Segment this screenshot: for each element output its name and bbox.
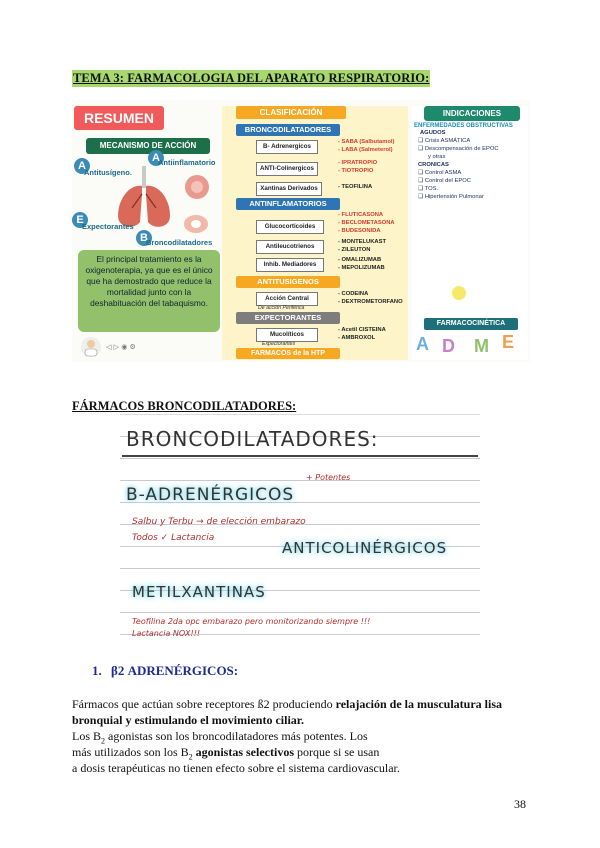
tos-text: TOS. (424, 186, 439, 192)
zileuton-text: - ZILEUTON (338, 247, 371, 253)
body-p3c: porque si se usan (294, 745, 380, 759)
body-p3a: más utilizados son los B (72, 745, 189, 759)
page-title: TEMA 3: FARMACOLOGIA DEL APARATO RESPIRATORIO: (73, 71, 430, 85)
otras-text: y otras (428, 154, 446, 160)
epoc-item: ❑ Control del EPOC (418, 178, 471, 184)
mech-expectorantes: Expectorantes (82, 222, 134, 231)
notebook-potentes: + Potentes (306, 473, 351, 482)
notebook-line1: Salbu y Terbu → de elección embarazo (132, 517, 306, 527)
b-bubble-icon: B (136, 230, 152, 246)
agudos-text: AGUDOS (420, 130, 446, 136)
summary-note: El principal tratamiento es la oxigenoterapia, ya que es el único que ha demostrado que reduce la mortalidad junto con la deshabituación del tabaquismo. (78, 250, 220, 332)
mucoliticos-box: Mucolíticos (256, 328, 318, 342)
clasificacion-header: CLASIFICACIÓN (236, 106, 346, 119)
descomp-item: ❑ Descompensación de EPOC (418, 146, 499, 152)
accion-central-box: Acción Central (256, 292, 318, 306)
body-p2b: agonistas son los broncodilatadores más potentes. Los (105, 729, 368, 743)
adme-m: M (474, 336, 489, 356)
notebook-anticolinergicos: ANTICOLINÉRGICOS (282, 539, 448, 557)
body-p2a: Los B (72, 729, 102, 743)
adme-e: E (502, 332, 515, 352)
hipertension-text: Hipertensión Pulmonar (424, 194, 484, 200)
mech-antitusigeno: Antitusígeno. (84, 168, 132, 177)
resumen-label: RESUMEN (74, 106, 164, 130)
expectorantes-header: EXPECTORANTES (236, 312, 340, 324)
numbered-heading-num: 1. (92, 663, 102, 678)
notebook-image (120, 414, 480, 643)
cursor-highlight-icon (452, 286, 466, 300)
page-number: 38 (514, 797, 526, 811)
budesonida-text: - BUDESONIDA (338, 228, 381, 234)
crisis-text: Crisis ASMÁTICA (424, 138, 471, 144)
indications-column (412, 106, 528, 360)
fluticasona-text: - FLUTICASONA (338, 212, 384, 218)
ipratropio-text: - IPRATROPIO (338, 160, 378, 166)
mecanismo-label: MECANISMO DE ACCIÓN (86, 138, 210, 154)
b-adrenergicos-box: B- Adrenergicos (256, 140, 318, 154)
notebook-metilxantinas: METILXANTINAS (132, 583, 266, 601)
accion-periferica-text: De acción Periférica (258, 305, 305, 311)
hipertension-item: ❑ Hipertensión Pulmonar (418, 194, 484, 200)
enf-obstructivas-text: ENFERMEDADES OBSTRUCTIVAS (414, 123, 513, 129)
body-p2-sub: 2 (101, 736, 106, 746)
inhib-mediadores-box: Inhib. Mediadores (256, 258, 324, 272)
antitusigenos-header: ANTITUSIGENOS (236, 276, 340, 288)
classification-column (222, 106, 408, 360)
section-heading: FÁRMACOS BRONCODILATADORES: (72, 399, 297, 413)
dextrometorfano-text: - DEXTROMETORFANO (338, 299, 403, 305)
tiotropio-text: - TIOTROPIO (338, 168, 374, 174)
e-bubble-icon: E (72, 212, 88, 228)
indicaciones-header: INDICACIONES (424, 106, 520, 121)
codeina-text: - CODEINA (338, 291, 369, 297)
numbered-heading-text: β2 ADRENÉRGICOS: (111, 663, 239, 678)
body-p1a: Fármacos que actúan sobre receptores ß2 produciendo (72, 697, 336, 711)
notebook-line4: Lactancia NOX!!! (132, 629, 201, 638)
antiinflamatorios-header: ANTINFLAMATORIOS (236, 198, 340, 210)
asma-text: Control ASMA (424, 170, 462, 176)
body-line-2: bronquial y estimulando el movimiento ciliar. (72, 713, 305, 727)
notebook-b-adrenergicos: B-ADRENÉRGICOS (126, 485, 295, 505)
glucocorticoides-box: Glucocorticoides (256, 220, 324, 234)
farmacocinetica-header: FARMACOCINÉTICA (424, 318, 518, 330)
broncodilatadores-header: BRONCODILATADORES (236, 124, 340, 136)
antileucotrienos-box: Antileucotrienos (256, 240, 324, 254)
alveoli-icon (182, 172, 212, 202)
beclometasona-text: - BECLOMETASONA (338, 220, 395, 226)
body-p1b: relajación de la musculatura lisa (335, 697, 503, 711)
laba-text: - LABA (Salmeterol) (338, 147, 393, 153)
notebook-title: BRONCODILATADORES: (126, 427, 379, 451)
ambroxol-text: - AMBROXOL (338, 335, 376, 341)
teofilina-text: - TEOFILINA (338, 184, 373, 190)
adme-d: D (442, 336, 455, 356)
omalizumab-text: - OMALIZUMAB (338, 257, 382, 263)
saba-text: - SABA (Salbutamol) (338, 139, 395, 145)
epoc-text: Control del EPOC (424, 178, 471, 184)
player-controls-icon: ◁ ▷ ◉ ⚙ (106, 343, 136, 351)
notebook-line3: Teofilina 2da opc embarazo pero monitorizando siempre !!! (132, 617, 371, 626)
crisis-item: ❑ Crisis ASMÁTICA (418, 138, 471, 144)
mepolizumab-text: - MEPOLIZUMAB (338, 265, 385, 271)
doctor-avatar-icon (80, 336, 102, 358)
notebook-underline (122, 455, 478, 457)
bronchus-icon (182, 212, 210, 236)
farmacos-htp-header: FARMACOS de la HTP (236, 348, 340, 359)
expectorantes-sub-text: Expectorantes (262, 341, 296, 347)
a-bubble-icon: A (74, 158, 90, 174)
acetil-text: - Acetil CISTEINA (338, 327, 386, 333)
body-p3-sub: 2 (188, 752, 193, 762)
montelukast-text: - MONTELUKAST (338, 239, 386, 245)
anticolinergicos-box: ANTI-Colinergicos (256, 162, 318, 176)
cronicas-text: CRONICAS (418, 162, 449, 168)
xantinas-box: Xantinas Derivados (256, 182, 322, 196)
asma-item: ❑ Control ASMA (418, 170, 462, 176)
body-line-1 (72, 696, 502, 712)
notebook-line2: Todos ✓ Lactancia (132, 533, 215, 543)
body-line-5: a dosis terapéuticas no tienen efecto sobre el sistema cardiovascular. (72, 761, 400, 775)
descomp-text: Descompensación de EPOC (424, 146, 499, 152)
mech-antiinflamatorio: Antiinflamatorio (158, 158, 216, 167)
body-p3b: agonistas selectivos (192, 745, 294, 759)
adme-a: A (416, 334, 429, 354)
summary-figure (72, 100, 530, 362)
numbered-heading (92, 663, 238, 679)
mech-broncodilatadores: Broncodilatadores (146, 238, 213, 247)
tos-item: ❑ TOS. (418, 186, 439, 192)
a2-bubble-icon: A (148, 150, 164, 166)
